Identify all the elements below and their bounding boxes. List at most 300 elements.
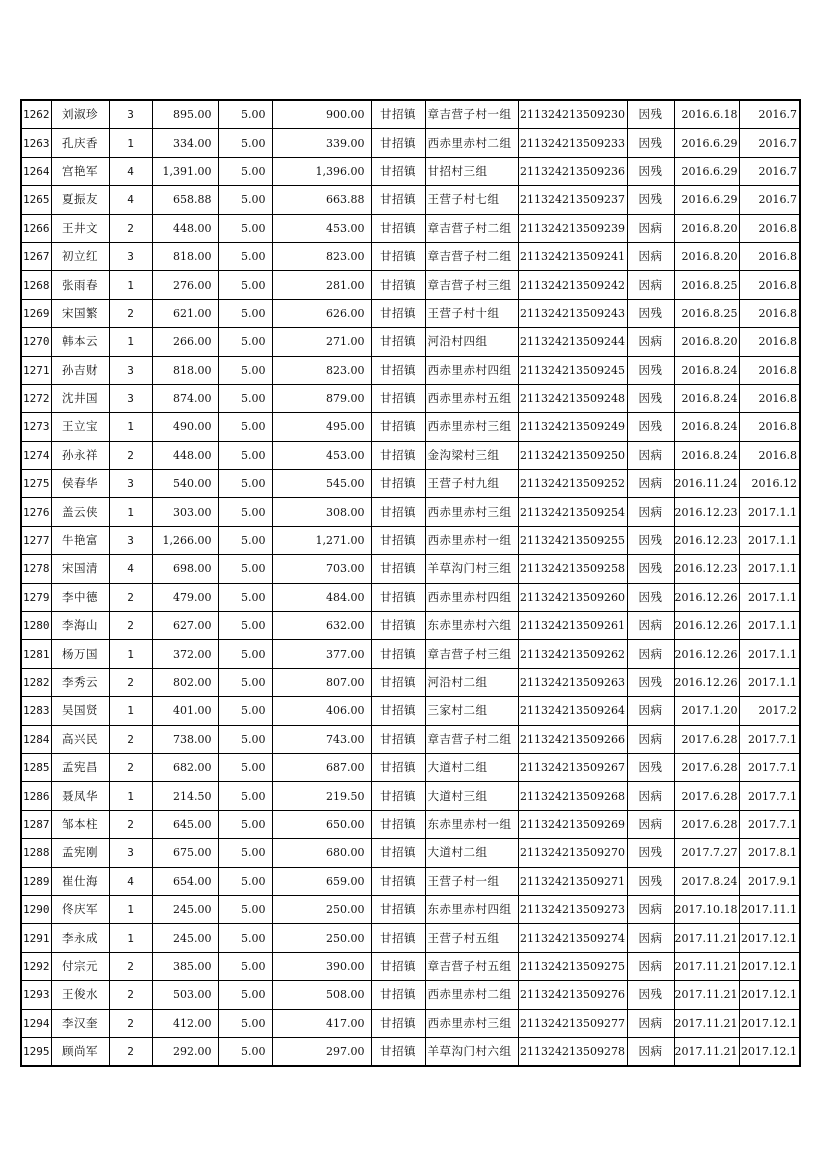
base-amount-cell: 448.00 <box>152 214 218 242</box>
name-cell: 李永成 <box>51 924 109 952</box>
table-row <box>21 157 800 185</box>
name-cell: 牛艳富 <box>51 526 109 554</box>
name-cell: 崔仕海 <box>51 867 109 895</box>
row-number-cell: 1263 <box>21 129 51 157</box>
total-amount-cell: 308.00 <box>272 498 371 526</box>
household-size-cell: 2 <box>109 981 152 1009</box>
approval-date-cell: 2016.8.20 <box>674 328 740 356</box>
reason-cell: 因病 <box>627 1009 674 1037</box>
id-number-cell: 211324213509261 <box>518 612 627 640</box>
household-size-cell: 3 <box>109 242 152 270</box>
address-cell: 河沿村二组 <box>425 668 518 696</box>
total-amount-cell: 250.00 <box>272 895 371 923</box>
name-cell: 高兴民 <box>51 725 109 753</box>
household-size-cell: 1 <box>109 413 152 441</box>
extra-amount-cell: 5.00 <box>218 839 272 867</box>
town-cell: 甘招镇 <box>371 271 425 299</box>
start-date-cell: 2016.7 <box>740 129 800 157</box>
start-date-cell: 2017.2 <box>740 697 800 725</box>
approval-date-cell: 2017.11.21 <box>674 1037 740 1066</box>
approval-date-cell: 2016.12.23 <box>674 526 740 554</box>
table-row <box>21 384 800 412</box>
extra-amount-cell: 5.00 <box>218 583 272 611</box>
reason-cell: 因病 <box>627 697 674 725</box>
id-number-cell: 211324213509278 <box>518 1037 627 1066</box>
household-size-cell: 3 <box>109 526 152 554</box>
household-size-cell: 1 <box>109 895 152 923</box>
extra-amount-cell: 5.00 <box>218 952 272 980</box>
extra-amount-cell: 5.00 <box>218 924 272 952</box>
household-size-cell: 3 <box>109 470 152 498</box>
address-cell: 河沿村四组 <box>425 328 518 356</box>
reason-cell: 因残 <box>627 867 674 895</box>
total-amount-cell: 823.00 <box>272 356 371 384</box>
extra-amount-cell: 5.00 <box>218 214 272 242</box>
id-number-cell: 211324213509267 <box>518 753 627 781</box>
total-amount-cell: 743.00 <box>272 725 371 753</box>
reason-cell: 因病 <box>627 895 674 923</box>
extra-amount-cell: 5.00 <box>218 697 272 725</box>
start-date-cell: 2017.12.1 <box>740 1009 800 1037</box>
total-amount-cell: 250.00 <box>272 924 371 952</box>
address-cell: 三家村二组 <box>425 697 518 725</box>
total-amount-cell: 281.00 <box>272 271 371 299</box>
start-date-cell: 2017.12.1 <box>740 924 800 952</box>
table-row <box>21 214 800 242</box>
table-row <box>21 952 800 980</box>
approval-date-cell: 2017.1.20 <box>674 697 740 725</box>
town-cell: 甘招镇 <box>371 356 425 384</box>
base-amount-cell: 1,266.00 <box>152 526 218 554</box>
address-cell: 金沟梁村三组 <box>425 441 518 469</box>
base-amount-cell: 448.00 <box>152 441 218 469</box>
total-amount-cell: 900.00 <box>272 100 371 129</box>
base-amount-cell: 627.00 <box>152 612 218 640</box>
start-date-cell: 2017.1.1 <box>740 526 800 554</box>
approval-date-cell: 2016.8.20 <box>674 214 740 242</box>
household-size-cell: 1 <box>109 640 152 668</box>
base-amount-cell: 658.88 <box>152 186 218 214</box>
approval-date-cell: 2017.10.18 <box>674 895 740 923</box>
base-amount-cell: 1,391.00 <box>152 157 218 185</box>
start-date-cell: 2017.9.1 <box>740 867 800 895</box>
town-cell: 甘招镇 <box>371 810 425 838</box>
row-number-cell: 1266 <box>21 214 51 242</box>
approval-date-cell: 2016.12.26 <box>674 612 740 640</box>
start-date-cell: 2016.8 <box>740 328 800 356</box>
reason-cell: 因病 <box>627 214 674 242</box>
town-cell: 甘招镇 <box>371 214 425 242</box>
row-number-cell: 1264 <box>21 157 51 185</box>
table-row <box>21 583 800 611</box>
base-amount-cell: 654.00 <box>152 867 218 895</box>
row-number-cell: 1273 <box>21 413 51 441</box>
reason-cell: 因病 <box>627 271 674 299</box>
table-row <box>21 100 800 129</box>
total-amount-cell: 508.00 <box>272 981 371 1009</box>
approval-date-cell: 2017.6.28 <box>674 810 740 838</box>
table-row <box>21 242 800 270</box>
row-number-cell: 1292 <box>21 952 51 980</box>
approval-date-cell: 2017.6.28 <box>674 753 740 781</box>
id-number-cell: 211324213509250 <box>518 441 627 469</box>
town-cell: 甘招镇 <box>371 753 425 781</box>
town-cell: 甘招镇 <box>371 413 425 441</box>
table-row <box>21 895 800 923</box>
table-row <box>21 271 800 299</box>
town-cell: 甘招镇 <box>371 867 425 895</box>
base-amount-cell: 698.00 <box>152 555 218 583</box>
reason-cell: 因病 <box>627 640 674 668</box>
town-cell: 甘招镇 <box>371 498 425 526</box>
household-size-cell: 4 <box>109 157 152 185</box>
town-cell: 甘招镇 <box>371 1009 425 1037</box>
total-amount-cell: 1,271.00 <box>272 526 371 554</box>
start-date-cell: 2017.1.1 <box>740 640 800 668</box>
household-size-cell: 2 <box>109 583 152 611</box>
name-cell: 吴国贤 <box>51 697 109 725</box>
household-size-cell: 1 <box>109 697 152 725</box>
start-date-cell: 2016.12 <box>740 470 800 498</box>
approval-date-cell: 2017.11.21 <box>674 981 740 1009</box>
approval-date-cell: 2017.8.24 <box>674 867 740 895</box>
id-number-cell: 211324213509248 <box>518 384 627 412</box>
table-row <box>21 555 800 583</box>
town-cell: 甘招镇 <box>371 384 425 412</box>
table-body <box>21 100 800 1066</box>
total-amount-cell: 390.00 <box>272 952 371 980</box>
household-size-cell: 2 <box>109 1009 152 1037</box>
town-cell: 甘招镇 <box>371 157 425 185</box>
table-row <box>21 186 800 214</box>
row-number-cell: 1287 <box>21 810 51 838</box>
id-number-cell: 211324213509271 <box>518 867 627 895</box>
extra-amount-cell: 5.00 <box>218 782 272 810</box>
base-amount-cell: 479.00 <box>152 583 218 611</box>
approval-date-cell: 2017.11.21 <box>674 952 740 980</box>
base-amount-cell: 385.00 <box>152 952 218 980</box>
start-date-cell: 2017.1.1 <box>740 583 800 611</box>
address-cell: 西赤里赤村三组 <box>425 413 518 441</box>
address-cell: 章吉营子村二组 <box>425 214 518 242</box>
extra-amount-cell: 5.00 <box>218 441 272 469</box>
name-cell: 李中德 <box>51 583 109 611</box>
start-date-cell: 2017.12.1 <box>740 981 800 1009</box>
extra-amount-cell: 5.00 <box>218 271 272 299</box>
total-amount-cell: 339.00 <box>272 129 371 157</box>
address-cell: 章吉营子村一组 <box>425 100 518 129</box>
household-size-cell: 1 <box>109 328 152 356</box>
base-amount-cell: 895.00 <box>152 100 218 129</box>
base-amount-cell: 675.00 <box>152 839 218 867</box>
base-amount-cell: 738.00 <box>152 725 218 753</box>
address-cell: 西赤里赤村四组 <box>425 356 518 384</box>
household-size-cell: 4 <box>109 555 152 583</box>
reason-cell: 因病 <box>627 441 674 469</box>
row-number-cell: 1293 <box>21 981 51 1009</box>
base-amount-cell: 401.00 <box>152 697 218 725</box>
name-cell: 聂凤华 <box>51 782 109 810</box>
base-amount-cell: 818.00 <box>152 242 218 270</box>
row-number-cell: 1283 <box>21 697 51 725</box>
town-cell: 甘招镇 <box>371 299 425 327</box>
name-cell: 邹本柱 <box>51 810 109 838</box>
town-cell: 甘招镇 <box>371 129 425 157</box>
name-cell: 佟庆军 <box>51 895 109 923</box>
row-number-cell: 1279 <box>21 583 51 611</box>
household-size-cell: 3 <box>109 356 152 384</box>
id-number-cell: 211324213509249 <box>518 413 627 441</box>
address-cell: 甘招村三组 <box>425 157 518 185</box>
address-cell: 王营子村七组 <box>425 186 518 214</box>
row-number-cell: 1291 <box>21 924 51 952</box>
address-cell: 大道村三组 <box>425 782 518 810</box>
address-cell: 西赤里赤村三组 <box>425 1009 518 1037</box>
name-cell: 沈井国 <box>51 384 109 412</box>
town-cell: 甘招镇 <box>371 952 425 980</box>
base-amount-cell: 621.00 <box>152 299 218 327</box>
town-cell: 甘招镇 <box>371 924 425 952</box>
reason-cell: 因残 <box>627 555 674 583</box>
approval-date-cell: 2016.8.25 <box>674 271 740 299</box>
extra-amount-cell: 5.00 <box>218 356 272 384</box>
town-cell: 甘招镇 <box>371 782 425 810</box>
approval-date-cell: 2016.12.26 <box>674 583 740 611</box>
id-number-cell: 211324213509239 <box>518 214 627 242</box>
start-date-cell: 2016.7 <box>740 186 800 214</box>
reason-cell: 因病 <box>627 470 674 498</box>
table-row <box>21 441 800 469</box>
address-cell: 章吉营子村五组 <box>425 952 518 980</box>
total-amount-cell: 377.00 <box>272 640 371 668</box>
id-number-cell: 211324213509244 <box>518 328 627 356</box>
id-number-cell: 211324213509263 <box>518 668 627 696</box>
approval-date-cell: 2016.12.23 <box>674 555 740 583</box>
table-row <box>21 129 800 157</box>
reason-cell: 因病 <box>627 782 674 810</box>
total-amount-cell: 271.00 <box>272 328 371 356</box>
extra-amount-cell: 5.00 <box>218 157 272 185</box>
name-cell: 李汉奎 <box>51 1009 109 1037</box>
id-number-cell: 211324213509243 <box>518 299 627 327</box>
name-cell: 顾尚军 <box>51 1037 109 1066</box>
name-cell: 孟宪刚 <box>51 839 109 867</box>
town-cell: 甘招镇 <box>371 668 425 696</box>
extra-amount-cell: 5.00 <box>218 810 272 838</box>
id-number-cell: 211324213509252 <box>518 470 627 498</box>
reason-cell: 因病 <box>627 498 674 526</box>
total-amount-cell: 417.00 <box>272 1009 371 1037</box>
town-cell: 甘招镇 <box>371 725 425 753</box>
start-date-cell: 2017.1.1 <box>740 668 800 696</box>
household-size-cell: 3 <box>109 384 152 412</box>
town-cell: 甘招镇 <box>371 470 425 498</box>
id-number-cell: 211324213509236 <box>518 157 627 185</box>
name-cell: 王俊水 <box>51 981 109 1009</box>
start-date-cell: 2017.7.1 <box>740 782 800 810</box>
household-size-cell: 1 <box>109 129 152 157</box>
row-number-cell: 1281 <box>21 640 51 668</box>
row-number-cell: 1294 <box>21 1009 51 1037</box>
row-number-cell: 1271 <box>21 356 51 384</box>
town-cell: 甘招镇 <box>371 186 425 214</box>
total-amount-cell: 545.00 <box>272 470 371 498</box>
total-amount-cell: 297.00 <box>272 1037 371 1066</box>
approval-date-cell: 2017.6.28 <box>674 782 740 810</box>
table-row <box>21 498 800 526</box>
row-number-cell: 1286 <box>21 782 51 810</box>
id-number-cell: 211324213509277 <box>518 1009 627 1037</box>
row-number-cell: 1284 <box>21 725 51 753</box>
base-amount-cell: 214.50 <box>152 782 218 810</box>
start-date-cell: 2016.8 <box>740 441 800 469</box>
name-cell: 韩本云 <box>51 328 109 356</box>
extra-amount-cell: 5.00 <box>218 895 272 923</box>
approval-date-cell: 2016.8.24 <box>674 413 740 441</box>
table-row <box>21 526 800 554</box>
name-cell: 盖云侠 <box>51 498 109 526</box>
id-number-cell: 211324213509270 <box>518 839 627 867</box>
household-size-cell: 3 <box>109 100 152 129</box>
name-cell: 王立宝 <box>51 413 109 441</box>
row-number-cell: 1285 <box>21 753 51 781</box>
row-number-cell: 1270 <box>21 328 51 356</box>
approval-date-cell: 2016.6.29 <box>674 157 740 185</box>
total-amount-cell: 632.00 <box>272 612 371 640</box>
row-number-cell: 1295 <box>21 1037 51 1066</box>
address-cell: 王营子村九组 <box>425 470 518 498</box>
table-row <box>21 725 800 753</box>
total-amount-cell: 663.88 <box>272 186 371 214</box>
approval-date-cell: 2016.8.24 <box>674 384 740 412</box>
reason-cell: 因残 <box>627 186 674 214</box>
row-number-cell: 1278 <box>21 555 51 583</box>
row-number-cell: 1262 <box>21 100 51 129</box>
table-row <box>21 413 800 441</box>
base-amount-cell: 266.00 <box>152 328 218 356</box>
address-cell: 王营子村五组 <box>425 924 518 952</box>
approval-date-cell: 2017.11.21 <box>674 924 740 952</box>
approval-date-cell: 2016.6.18 <box>674 100 740 129</box>
id-number-cell: 211324213509230 <box>518 100 627 129</box>
name-cell: 王井文 <box>51 214 109 242</box>
base-amount-cell: 802.00 <box>152 668 218 696</box>
extra-amount-cell: 5.00 <box>218 725 272 753</box>
table-row <box>21 299 800 327</box>
base-amount-cell: 490.00 <box>152 413 218 441</box>
household-size-cell: 2 <box>109 441 152 469</box>
id-number-cell: 211324213509269 <box>518 810 627 838</box>
name-cell: 付宗元 <box>51 952 109 980</box>
reason-cell: 因病 <box>627 328 674 356</box>
approval-date-cell: 2016.12.26 <box>674 640 740 668</box>
start-date-cell: 2017.7.1 <box>740 753 800 781</box>
reason-cell: 因残 <box>627 526 674 554</box>
id-number-cell: 211324213509237 <box>518 186 627 214</box>
address-cell: 西赤里赤村二组 <box>425 981 518 1009</box>
reason-cell: 因病 <box>627 924 674 952</box>
town-cell: 甘招镇 <box>371 583 425 611</box>
reason-cell: 因残 <box>627 668 674 696</box>
address-cell: 羊草沟门村三组 <box>425 555 518 583</box>
table-row <box>21 356 800 384</box>
id-number-cell: 211324213509260 <box>518 583 627 611</box>
household-size-cell: 1 <box>109 924 152 952</box>
id-number-cell: 211324213509268 <box>518 782 627 810</box>
total-amount-cell: 484.00 <box>272 583 371 611</box>
start-date-cell: 2016.8 <box>740 356 800 384</box>
base-amount-cell: 874.00 <box>152 384 218 412</box>
town-cell: 甘招镇 <box>371 895 425 923</box>
total-amount-cell: 626.00 <box>272 299 371 327</box>
total-amount-cell: 1,396.00 <box>272 157 371 185</box>
household-size-cell: 2 <box>109 725 152 753</box>
reason-cell: 因残 <box>627 839 674 867</box>
start-date-cell: 2016.8 <box>740 271 800 299</box>
start-date-cell: 2016.7 <box>740 100 800 129</box>
total-amount-cell: 703.00 <box>272 555 371 583</box>
extra-amount-cell: 5.00 <box>218 753 272 781</box>
reason-cell: 因病 <box>627 612 674 640</box>
reason-cell: 因残 <box>627 157 674 185</box>
id-number-cell: 211324213509242 <box>518 271 627 299</box>
start-date-cell: 2016.8 <box>740 214 800 242</box>
table-row <box>21 782 800 810</box>
extra-amount-cell: 5.00 <box>218 384 272 412</box>
table-row <box>21 867 800 895</box>
row-number-cell: 1282 <box>21 668 51 696</box>
start-date-cell: 2016.8 <box>740 413 800 441</box>
household-size-cell: 2 <box>109 952 152 980</box>
extra-amount-cell: 5.00 <box>218 186 272 214</box>
reason-cell: 因残 <box>627 356 674 384</box>
reason-cell: 因残 <box>627 981 674 1009</box>
town-cell: 甘招镇 <box>371 328 425 356</box>
town-cell: 甘招镇 <box>371 242 425 270</box>
address-cell: 西赤里赤村三组 <box>425 498 518 526</box>
address-cell: 羊草沟门村六组 <box>425 1037 518 1066</box>
town-cell: 甘招镇 <box>371 100 425 129</box>
id-number-cell: 211324213509254 <box>518 498 627 526</box>
name-cell: 夏振友 <box>51 186 109 214</box>
name-cell: 杨万国 <box>51 640 109 668</box>
approval-date-cell: 2016.8.25 <box>674 299 740 327</box>
row-number-cell: 1276 <box>21 498 51 526</box>
records-table <box>20 99 801 1067</box>
town-cell: 甘招镇 <box>371 555 425 583</box>
address-cell: 章吉营子村二组 <box>425 242 518 270</box>
address-cell: 王营子村十组 <box>425 299 518 327</box>
name-cell: 孟宪昌 <box>51 753 109 781</box>
table-row <box>21 1037 800 1066</box>
household-size-cell: 4 <box>109 186 152 214</box>
household-size-cell: 1 <box>109 271 152 299</box>
table-row <box>21 981 800 1009</box>
household-size-cell: 2 <box>109 1037 152 1066</box>
name-cell: 李海山 <box>51 612 109 640</box>
total-amount-cell: 807.00 <box>272 668 371 696</box>
reason-cell: 因病 <box>627 952 674 980</box>
base-amount-cell: 682.00 <box>152 753 218 781</box>
approval-date-cell: 2016.11.24 <box>674 470 740 498</box>
table-row <box>21 810 800 838</box>
name-cell: 刘淑珍 <box>51 100 109 129</box>
extra-amount-cell: 5.00 <box>218 299 272 327</box>
base-amount-cell: 245.00 <box>152 895 218 923</box>
base-amount-cell: 276.00 <box>152 271 218 299</box>
table-row <box>21 839 800 867</box>
row-number-cell: 1265 <box>21 186 51 214</box>
